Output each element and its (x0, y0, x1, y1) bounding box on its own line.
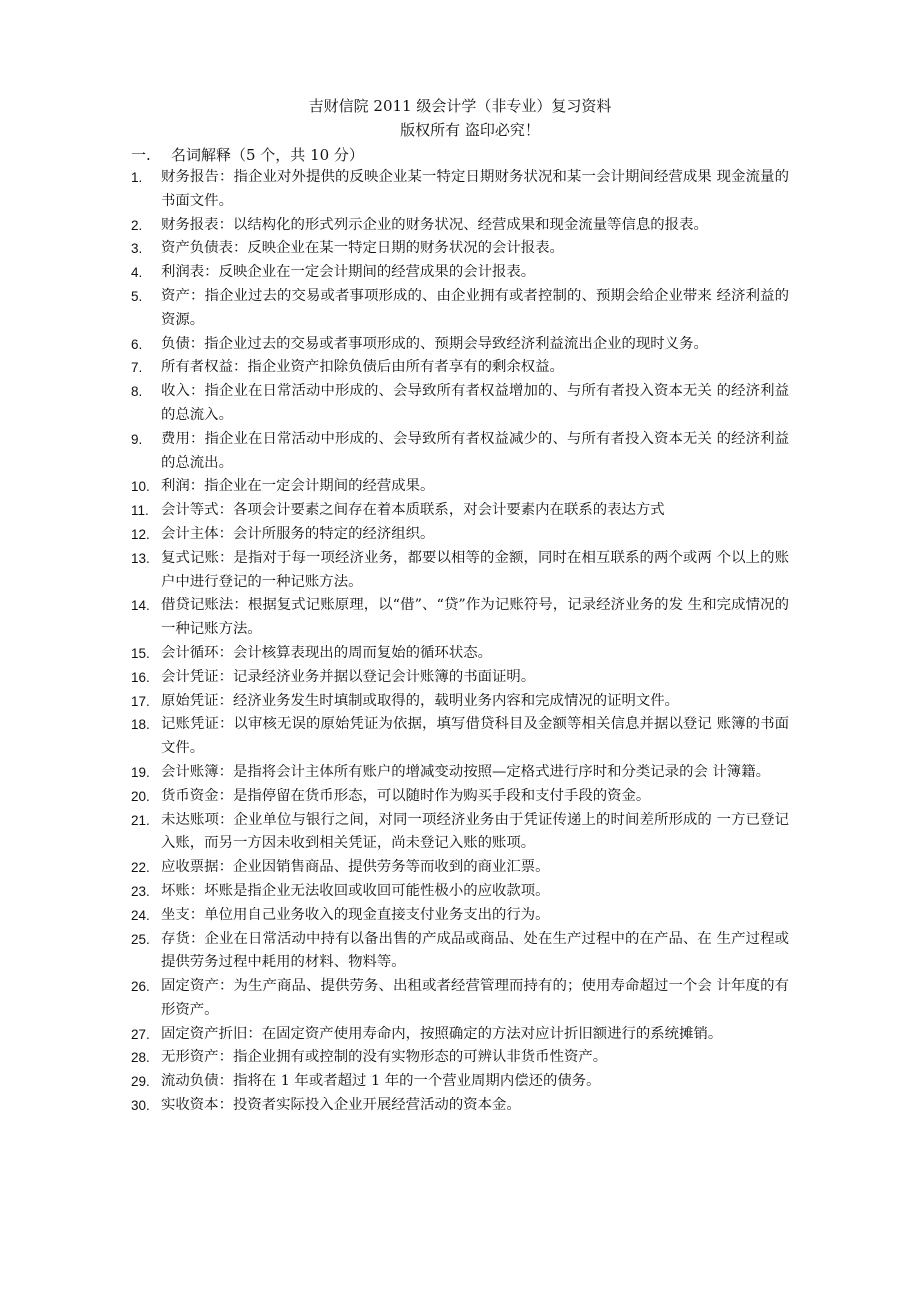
list-item (131, 1070, 789, 1094)
section-number: 一. (131, 146, 151, 164)
list-item (131, 333, 789, 357)
item-text: 存货：企业在日常活动中持有以备出售的产成品或商品、处在生产过程中的在产品、在 生产过程或提供劳务过程中耗用的材料、物料等。 (161, 930, 789, 971)
item-number: 20. (131, 788, 150, 804)
item-number: 6. (131, 336, 143, 352)
list-item (131, 214, 789, 238)
list-item (131, 928, 789, 976)
item-text: 复式记账：是指对于每一项经济业务，都要以相等的金额，同时在相互联系的两个或两 个以上的账户中进行登记的一种记账方法。 (161, 549, 789, 590)
item-text: 会计循环：会计核算表现出的周而复始的循环状态。 (161, 644, 492, 661)
item-text: 利润表：反映企业在一定会计期间的经营成果的会计报表。 (161, 264, 536, 281)
item-text: 未达账项：企业单位与银行之间，对同一项经济业务由于凭证传递上的时间差所形成的 一方已登记入账，而另一方因未收到相关凭证，尚未登记入账的账项。 (161, 811, 789, 852)
item-number: 18. (131, 717, 150, 733)
item-text: 财务报表：以结构化的形式列示企业的财务状况、经营成果和现金流量等信息的报表。 (161, 216, 708, 233)
item-number: 7. (131, 360, 143, 376)
item-text: 利润：指企业在一定会计期间的经营成果。 (161, 478, 435, 495)
item-number: 8. (131, 384, 143, 400)
item-text: 流动负债：指将在 1 年或者超过 1 年的一个营业周期内偿还的债务。 (161, 1073, 601, 1090)
section-title: 名词解释（5 个，共 10 分） (171, 146, 364, 164)
list-item (131, 975, 789, 1023)
list-item (131, 809, 789, 857)
document-title: 吉财信院 2011 级会计学（非专业）复习资料 (308, 97, 612, 115)
list-item (131, 594, 789, 642)
item-number: 5. (131, 288, 143, 304)
item-number: 28. (131, 1050, 150, 1066)
item-number: 11. (131, 503, 149, 519)
item-number: 30. (131, 1098, 150, 1114)
list-item (131, 523, 789, 547)
item-number: 24. (131, 907, 150, 923)
item-text: 固定资产：为生产商品、提供劳务、出租或者经营管理而持有的；使用寿命超过一个会 计年度的有形资产。 (161, 978, 789, 1018)
item-number: 16. (131, 669, 150, 685)
item-text: 无形资产：指企业拥有或控制的没有实物形态的可辨认非货币性资产。 (161, 1049, 608, 1066)
list-item (131, 499, 789, 523)
list-item (131, 690, 789, 714)
item-text: 会计账簿：是指将会计主体所有账户的增减变动按照—定格式进行序时和分类记录的会 计簿籍。 (161, 763, 770, 780)
item-text: 会计等式：各项会计要素之间存在着本质联系，对会计要素内在联系的表达方式 (161, 502, 665, 519)
list-item (131, 713, 789, 761)
item-text: 记账凭证：以审核无误的原始凭证为依据，填写借贷科目及金额等相关信息并据以登记 账簿的书面文件。 (161, 716, 789, 757)
list-item (131, 380, 789, 428)
list-item (131, 1046, 789, 1070)
term-definition-list (131, 166, 789, 1118)
item-number: 2. (131, 217, 143, 233)
list-item (131, 356, 789, 380)
item-text: 坐支：单位用自己业务收入的现金直接支付业务支出的行为。 (161, 906, 550, 923)
item-number: 27. (131, 1026, 150, 1042)
list-item (131, 428, 789, 476)
item-text: 坏账：坏账是指企业无法收回或收回可能性极小的应收款项。 (161, 882, 550, 899)
list-item (131, 237, 789, 261)
item-text: 借贷记账法：根据复式记账原理，以“借”、“贷”作为记账符号，记录经济业务的发 生和完成情况的一种记账方法。 (161, 597, 789, 638)
item-number: 19. (131, 764, 150, 780)
item-number: 13. (131, 550, 150, 566)
item-number: 15. (131, 645, 150, 661)
item-number: 23. (131, 883, 150, 899)
list-item (131, 642, 789, 666)
list-item (131, 761, 789, 785)
item-number: 1. (131, 170, 143, 185)
item-text: 货币资金：是指停留在货币形态，可以随时作为购买手段和支付手段的资金。 (161, 787, 651, 804)
list-item (131, 261, 789, 285)
item-number: 17. (131, 693, 150, 709)
item-text: 财务报告：指企业对外提供的反映企业某一特定日期财务状况和某一会计期间经营成果 现金流量的书面文件。 (161, 169, 789, 209)
list-item (131, 475, 789, 499)
item-text: 所有者权益：指企业资产扣除负债后由所有者享有的剩余权益。 (161, 359, 564, 376)
list-item (131, 1023, 789, 1047)
list-item (131, 666, 789, 690)
item-number: 3. (131, 241, 143, 257)
item-text: 固定资产折旧：在固定资产使用寿命内，按照确定的方法对应计折旧额进行的系统摊销。 (161, 1025, 723, 1042)
list-item (131, 880, 789, 904)
item-number: 29. (131, 1074, 150, 1090)
item-text: 会计凭证：记录经济业务并据以登记会计账簿的书面证明。 (161, 668, 536, 685)
list-item (131, 1094, 789, 1118)
item-number: 4. (131, 265, 143, 281)
item-number: 9. (131, 431, 143, 447)
item-text: 资产负债表：反映企业在某一特定日期的财务状况的会计报表。 (161, 240, 564, 257)
list-item (131, 285, 789, 333)
list-item (131, 856, 789, 880)
item-text: 实收资本：投资者实际投入企业开展经营活动的资本金。 (161, 1097, 521, 1114)
item-number: 12. (131, 526, 150, 542)
list-item (131, 547, 789, 595)
item-number: 21. (131, 812, 150, 828)
copyright-notice: 版权所有 盗印必究！ (400, 121, 540, 139)
item-number: 26. (131, 979, 150, 995)
item-number: 25. (131, 931, 150, 947)
item-number: 10. (131, 479, 150, 495)
item-text: 费用：指企业在日常活动中形成的、会导致所有者权益减少的、与所有者投入资本无关 的经济利益的总流出。 (161, 430, 789, 471)
item-text: 资产：指企业过去的交易或者事项形成的、由企业拥有或者控制的、预期会给企业带来 经济利益的资源。 (161, 287, 789, 328)
item-number: 14. (131, 598, 150, 614)
item-number: 22. (131, 860, 150, 876)
item-text: 负债：指企业过去的交易或者事项形成的、预期会导致经济利益流出企业的现时义务。 (161, 335, 708, 352)
list-item (131, 166, 789, 214)
item-text: 原始凭证：经济业务发生时填制或取得的，载明业务内容和完成情况的证明文件。 (161, 692, 680, 709)
list-item (131, 904, 789, 928)
item-text: 收入：指企业在日常活动中形成的、会导致所有者权益增加的、与所有者投入资本无关 的经济利益的总流入。 (161, 383, 789, 423)
item-text: 应收票据：企业因销售商品、提供劳务等而收到的商业汇票。 (161, 859, 550, 876)
item-text: 会计主体：会计所服务的特定的经济组织。 (161, 525, 435, 542)
list-item (131, 785, 789, 809)
section-heading (131, 145, 364, 165)
